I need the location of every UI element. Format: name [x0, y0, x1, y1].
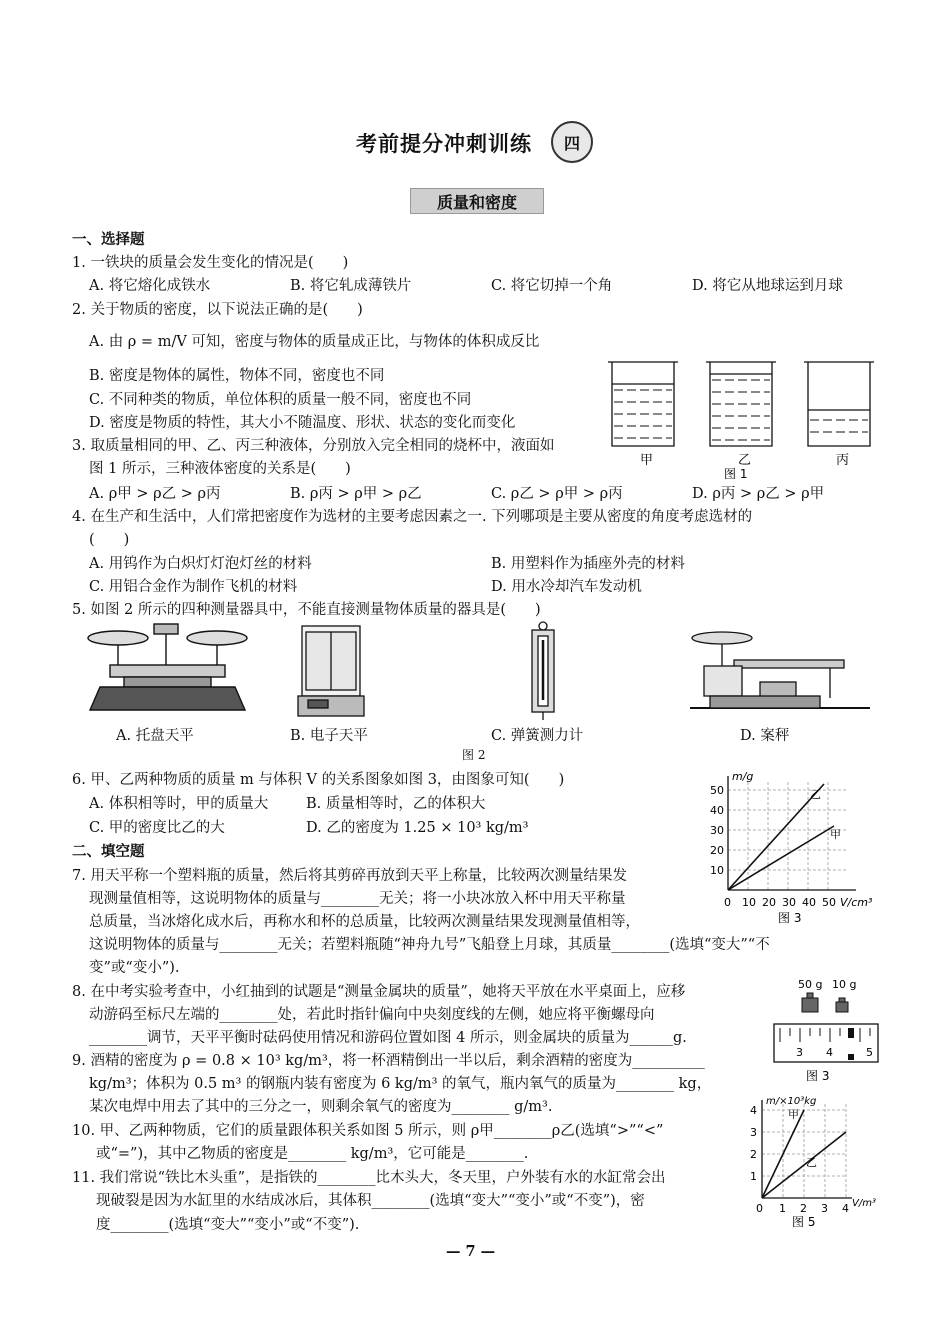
fig5-ytick: 1 [750, 1170, 757, 1183]
figure-5-graph [748, 1094, 882, 1228]
beaker-label-yi: 乙 [738, 453, 752, 468]
q4-option-b: B. 用塑料作为插座外壳的材料 [491, 556, 685, 572]
q7-line-5: 变”或“变小”). [89, 960, 180, 976]
q9-line-3: 某次电焊中用去了其中的三分之一，则剩余氧气的密度为________ g/m³. [89, 1099, 553, 1115]
q9-line-2: kg/m³；体积为 0.5 m³ 的钢瓶内装有密度为 6 kg/m³ 的氧气，瓶内氧气的质量为________ kg， [89, 1076, 712, 1092]
q1-option-c: C. 将它切掉一个角 [491, 278, 613, 294]
section-subtitle: 质量和密度 [410, 188, 544, 214]
q7-line-1: 7. 用天平称一个塑料瓶的质量，然后将其剪碎再放到天平上称量，比较两次测量结果发 [72, 868, 627, 884]
fig3-xtick: 10 [742, 896, 756, 909]
q2-option-a: A. 由 ρ = m/V 可知，密度与物体的质量成正比，与物体的体积成反比 [89, 334, 540, 350]
tray-balance-image [80, 620, 255, 720]
beaker-jia [608, 362, 678, 446]
q6-option-b: B. 质量相等时，乙的体积大 [306, 796, 486, 812]
fig3-ytick: 30 [710, 824, 724, 837]
q6-option-c: C. 甲的密度比乙的大 [89, 820, 225, 836]
fig5-ytick: 2 [750, 1148, 757, 1161]
fig3-xtick: 50 [822, 896, 836, 909]
fig3-ytick: 50 [710, 784, 724, 797]
q10-line-2: 或“=”)，其中乙物质的密度是________ kg/m³，它可能是________. [96, 1146, 529, 1162]
q2-option-c: C. 不同种类的物质，单位体积的质量一般不同，密度也不同 [89, 392, 472, 408]
q3-stem-2: 图 1 所示，三种液体密度的关系是( ) [89, 461, 351, 477]
q7-line-2: 现测量值相等，这说明物体的质量与________无关；将一小块冰放入杯中用天平称量 [89, 891, 626, 907]
fig3-ytick: 10 [710, 864, 724, 877]
page-number: — 7 — [446, 1243, 496, 1260]
section-choice: 一、选择题 [72, 232, 145, 248]
weight-50g-label: 50 g [798, 978, 823, 991]
fig5-series-jia: 甲 [788, 1108, 799, 1121]
q6-option-a: A. 体积相等时，甲的质量大 [89, 796, 269, 812]
q4-stem: 4. 在生产和生活中，人们常把密度作为选材的主要考虑因素之一. 下列哪项是主要从密度的角度考虑选材的 [72, 509, 753, 525]
q4-option-a: A. 用钨作为白炽灯灯泡灯丝的材料 [89, 556, 312, 572]
fig3-xtick: 0 [724, 896, 731, 909]
q5-stem: 5. 如图 2 所示的四种测量器具中，不能直接测量物体质量的器具是( ) [72, 602, 541, 618]
q5-label-a: A. 托盘天平 [116, 728, 194, 744]
fig3-ytick: 40 [710, 804, 724, 817]
beaker-label-jia: 甲 [640, 453, 654, 468]
q3-option-b: B. ρ丙 > ρ甲 > ρ乙 [290, 486, 422, 502]
fig5-series-yi: 乙 [806, 1156, 817, 1169]
weight-10g-label: 10 g [832, 978, 857, 991]
beaker-yi [706, 362, 776, 446]
fig5-xlabel: V/m³ [852, 1198, 876, 1209]
fig5-ytick: 4 [750, 1104, 757, 1117]
q2-option-b: B. 密度是物体的属性，物体不同，密度也不同 [89, 368, 385, 384]
q1-option-a: A. 将它熔化成铁水 [89, 278, 211, 294]
q11-line-3: 度________(选填“变大”“变小”或“不变”). [96, 1217, 360, 1233]
section-fill: 二、填空题 [72, 844, 145, 860]
fig3-xtick: 20 [762, 896, 776, 909]
figure-1-beakers [604, 358, 874, 483]
q4-paren: ( ) [89, 532, 130, 548]
q7-line-4: 这说明物体的质量与________无关；若塑料瓶随“神舟九号”飞船登上月球，其质量________(选填“变大”“不 [89, 937, 770, 953]
q5-label-b: B. 电子天平 [290, 728, 368, 744]
figure-4-caption: 图 3 [806, 1069, 830, 1083]
q3-option-c: C. ρ乙 > ρ甲 > ρ丙 [491, 486, 623, 502]
q11-line-2: 现破裂是因为水缸里的水结成冰后，其体积________(选填“变大”“变小”或“不变”)，密 [96, 1193, 645, 1209]
figure-3-graph [706, 770, 886, 928]
q6-option-d: D. 乙的密度为 1.25 × 10³ kg/m³ [306, 820, 529, 836]
scale-tick: 5 [866, 1046, 873, 1059]
fig3-series-jia: 甲 [830, 828, 841, 841]
q4-option-d: D. 用水冷却汽车发动机 [491, 579, 642, 595]
q2-stem: 2. 关于物质的密度，以下说法正确的是( ) [72, 302, 363, 318]
title-badge: 四 [551, 121, 593, 163]
fig5-ylabel: m/×10³kg [766, 1096, 817, 1107]
q3-option-a: A. ρ甲 > ρ乙 > ρ丙 [89, 486, 221, 502]
q1-stem: 1. 一铁块的质量会发生变化的情况是( ) [72, 255, 349, 271]
q11-line-1: 11. 我们常说“铁比木头重”，是指铁的________比木头大，冬天里，户外装有水的水缸常会出 [72, 1170, 666, 1186]
figure-5-caption: 图 5 [792, 1215, 816, 1228]
fig5-xtick: 3 [821, 1202, 828, 1215]
q1-option-d: D. 将它从地球运到月球 [692, 278, 843, 294]
q8-line-1: 8. 在中考实验考查中，小红抽到的试题是“测量金属块的质量”，她将天平放在水平桌面上，应移 [72, 984, 686, 1000]
q9-line-1: 9. 酒精的密度为 ρ = 0.8 × 10³ kg/m³，将一杯酒精倒出一半以后，剩余酒精的密度为__________ [72, 1053, 705, 1069]
q6-stem: 6. 甲、乙两种物质的质量 m 与体积 V 的关系图象如图 3，由图象可知( ) [72, 772, 565, 788]
q5-label-d: D. 案秤 [740, 728, 790, 744]
fig5-xtick: 1 [779, 1202, 786, 1215]
q8-line-3: ________调节，天平平衡时砝码使用情况和游码位置如图 4 所示，则金属块的质量为______g. [89, 1030, 687, 1046]
fig3-series-yi: 乙 [810, 788, 821, 801]
electronic-balance-image [296, 620, 366, 720]
fig3-ytick: 20 [710, 844, 724, 857]
q5-label-c: C. 弹簧测力计 [491, 728, 584, 744]
q3-stem-1: 3. 取质量相同的甲、乙、丙三种液体，分别放入完全相同的烧杯中，液面如 [72, 438, 555, 454]
q1-option-b: B. 将它轧成薄铁片 [290, 278, 412, 294]
fig5-xtick: 4 [842, 1202, 849, 1215]
fig3-xtick: 40 [802, 896, 816, 909]
beaker-bing [804, 362, 874, 446]
page-title: 考前提分冲刺训练 [356, 132, 532, 156]
figure-1-caption: 图 1 [724, 467, 748, 481]
fig5-ytick: 3 [750, 1126, 757, 1139]
figure-3-caption: 图 3 [778, 911, 802, 925]
figure-4-weights [772, 976, 882, 1088]
q2-option-d: D. 密度是物质的特性，其大小不随温度、形状、状态的变化而变化 [89, 415, 516, 431]
fig5-xtick: 0 [756, 1202, 763, 1215]
fig3-ylabel: m/g [732, 770, 754, 783]
spring-scale-image [526, 620, 560, 722]
q8-line-2: 动游码至标尺左端的________处，若此时指针偏向中央刻度线的左侧，她应将平衡螺母向 [89, 1007, 655, 1023]
figure-2-caption: 图 2 [462, 748, 486, 762]
q4-option-c: C. 用铝合金作为制作飞机的材料 [89, 579, 298, 595]
q10-line-1: 10. 甲、乙两种物质，它们的质量跟体积关系如图 5 所示，则 ρ甲________ρ乙(选填“>”“<” [72, 1123, 664, 1139]
scale-tick: 4 [826, 1046, 833, 1059]
platform-scale-image [690, 626, 870, 720]
fig3-xtick: 30 [782, 896, 796, 909]
q3-option-d: D. ρ丙 > ρ乙 > ρ甲 [692, 486, 825, 502]
beaker-label-bing: 丙 [836, 453, 850, 468]
fig5-xtick: 2 [800, 1202, 807, 1215]
q7-line-3: 总质量，当冰熔化成水后，再称水和杯的总质量，比较两次测量结果发现测量值相等， [89, 914, 640, 930]
fig3-xlabel: V/cm³ [840, 896, 873, 909]
scale-tick: 3 [796, 1046, 803, 1059]
